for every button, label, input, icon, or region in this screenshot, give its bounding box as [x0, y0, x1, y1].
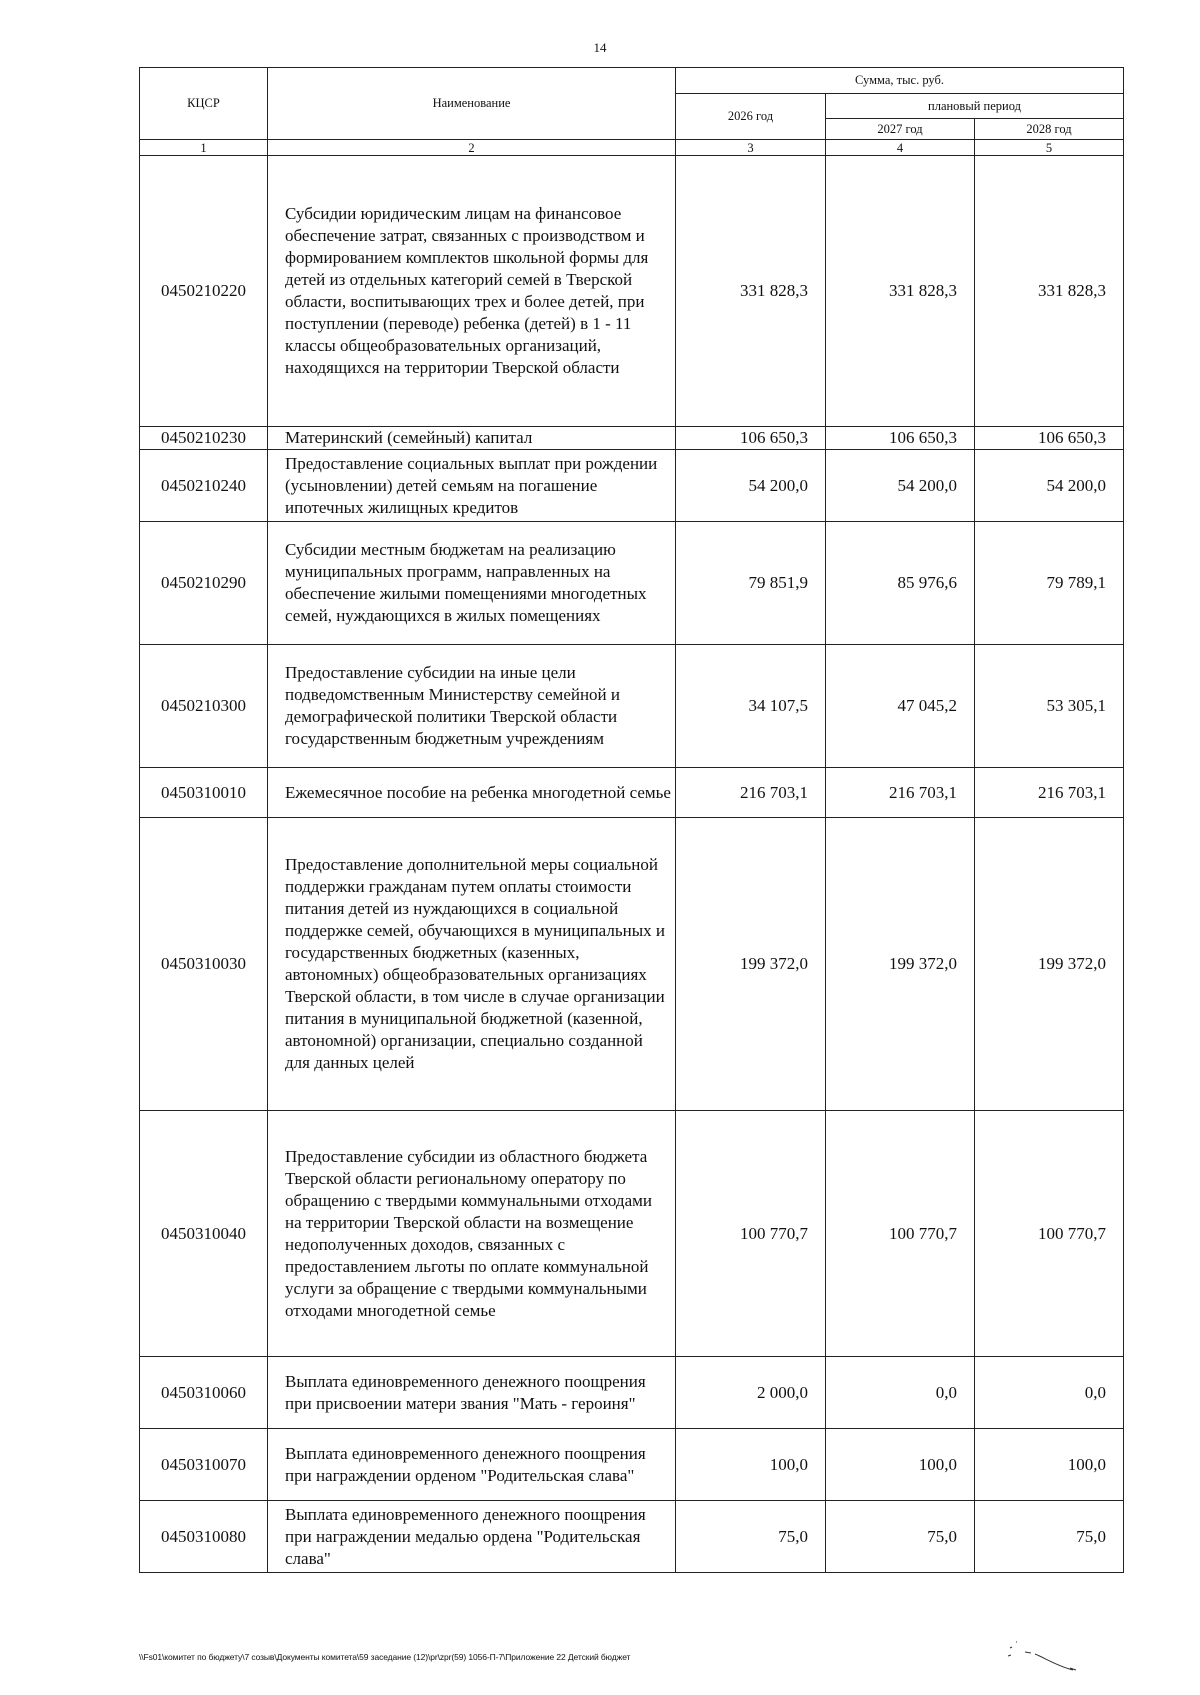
- header-sum: Сумма, тыс. руб.: [676, 68, 1124, 94]
- row-name: Субсидии местным бюджетам на реализацию муниципальных программ, направленных на обеспечение жилыми помещениями многодетных семей, нуждающихся в жилых помещениях: [268, 522, 676, 645]
- footer-file-path: \\Fs01\комитет по бюджету\7 созыв\Документы комитета\59 заседание (12)\pr\zpr(59) 1056-П-7\Приложение 22 Детский бюджет: [139, 1652, 631, 1662]
- column-numbers-row: [140, 140, 1124, 156]
- row-name: Материнский (семейный) капитал: [268, 427, 676, 450]
- table-row: [140, 818, 1124, 1111]
- row-value-2028: 75,0: [975, 1501, 1124, 1573]
- row-value-2027: 100,0: [826, 1429, 975, 1501]
- row-name: Предоставление субсидии на иные цели подведомственным Министерству семейной и демографической политики Тверской области государственным бюджетным учреждениям: [268, 645, 676, 768]
- row-value-2026: 331 828,3: [676, 156, 826, 427]
- col-number: 2: [268, 140, 676, 156]
- row-code: 0450310070: [140, 1429, 268, 1501]
- row-value-2027: 100 770,7: [826, 1111, 975, 1357]
- row-value-2028: 0,0: [975, 1357, 1124, 1429]
- row-name: Предоставление социальных выплат при рождении (усыновлении) детей семьям на погашение ипотечных жилищных кредитов: [268, 450, 676, 522]
- table-row: [140, 768, 1124, 818]
- row-code: 0450210230: [140, 427, 268, 450]
- table-row: [140, 450, 1124, 522]
- row-value-2026: 79 851,9: [676, 522, 826, 645]
- budget-table: [139, 67, 1124, 1573]
- row-value-2026: 100,0: [676, 1429, 826, 1501]
- row-value-2028: 100 770,7: [975, 1111, 1124, 1357]
- col-number: 1: [140, 140, 268, 156]
- row-value-2028: 106 650,3: [975, 427, 1124, 450]
- row-value-2027: 199 372,0: [826, 818, 975, 1111]
- signature-mark: [1000, 1630, 1090, 1680]
- row-code: 0450310060: [140, 1357, 268, 1429]
- table-row: [140, 1429, 1124, 1501]
- row-value-2026: 75,0: [676, 1501, 826, 1573]
- table-row: [140, 427, 1124, 450]
- row-name: Выплата единовременного денежного поощрения при награждении орденом "Родительская слава": [268, 1429, 676, 1501]
- table-row: [140, 156, 1124, 427]
- row-name: Предоставление субсидии из областного бюджета Тверской области региональному оператору по обращению с твердыми коммунальными отходами на территории Тверской области на возмещение недополученных доходов, связанных с предоставлением льготы по оплате коммунальной услуги за обращение с твердыми коммунальными отходами многодетной семье: [268, 1111, 676, 1357]
- row-value-2028: 54 200,0: [975, 450, 1124, 522]
- row-value-2027: 331 828,3: [826, 156, 975, 427]
- row-name: Предоставление дополнительной меры социальной поддержки гражданам путем оплаты стоимости питания детей из нуждающихся в социальной поддержке семей, обучающихся в муниципальных и государственных бюджетных (казенных, автономных) общеобразовательных организациях Тверской области, в том числе в случае организации питания в муниципальной бюджетной (казенной, автономной) организации, специально созданной для данных целей: [268, 818, 676, 1111]
- row-value-2027: 85 976,6: [826, 522, 975, 645]
- row-value-2027: 54 200,0: [826, 450, 975, 522]
- header-name: Наименование: [268, 68, 676, 140]
- row-code: 0450310010: [140, 768, 268, 818]
- row-value-2027: 47 045,2: [826, 645, 975, 768]
- row-value-2026: 2 000,0: [676, 1357, 826, 1429]
- row-value-2028: 199 372,0: [975, 818, 1124, 1111]
- row-value-2026: 54 200,0: [676, 450, 826, 522]
- header-year-2027: 2027 год: [826, 119, 975, 140]
- row-value-2027: 216 703,1: [826, 768, 975, 818]
- header-planned-period: плановый период: [826, 94, 1124, 119]
- row-value-2026: 216 703,1: [676, 768, 826, 818]
- row-value-2026: 106 650,3: [676, 427, 826, 450]
- row-code: 0450210220: [140, 156, 268, 427]
- row-name: Субсидии юридическим лицам на финансовое обеспечение затрат, связанных с производством и формированием комплектов школьной формы для детей из отдельных категорий семей в Тверской области, воспитывающих трех и более детей, при поступлении (переводе) ребенка (детей) в 1 - 11 классы общеобразовательных организаций, находящихся на территории Тверской области: [268, 156, 676, 427]
- row-code: 0450310040: [140, 1111, 268, 1357]
- row-value-2026: 100 770,7: [676, 1111, 826, 1357]
- row-value-2027: 0,0: [826, 1357, 975, 1429]
- row-value-2028: 216 703,1: [975, 768, 1124, 818]
- row-value-2026: 199 372,0: [676, 818, 826, 1111]
- row-name: Выплата единовременного денежного поощрения при присвоении матери звания "Мать - героиня": [268, 1357, 676, 1429]
- table-row: [140, 522, 1124, 645]
- table-row: [140, 1357, 1124, 1429]
- page-number: 14: [593, 40, 607, 55]
- header-code: КЦСР: [140, 68, 268, 140]
- row-code: 0450310080: [140, 1501, 268, 1573]
- col-number: 4: [826, 140, 975, 156]
- row-value-2028: 53 305,1: [975, 645, 1124, 768]
- row-value-2028: 79 789,1: [975, 522, 1124, 645]
- row-code: 0450210290: [140, 522, 268, 645]
- row-name: Ежемесячное пособие на ребенка многодетной семье: [268, 768, 676, 818]
- row-value-2028: 100,0: [975, 1429, 1124, 1501]
- row-code: 0450310030: [140, 818, 268, 1111]
- col-number: 5: [975, 140, 1124, 156]
- row-name: Выплата единовременного денежного поощрения при награждении медалью ордена "Родительская слава": [268, 1501, 676, 1573]
- table-row: [140, 645, 1124, 768]
- table-row: [140, 1501, 1124, 1573]
- row-value-2028: 331 828,3: [975, 156, 1124, 427]
- table-row: [140, 1111, 1124, 1357]
- row-code: 0450210240: [140, 450, 268, 522]
- row-value-2027: 106 650,3: [826, 427, 975, 450]
- header-year-2026: 2026 год: [676, 94, 826, 140]
- row-value-2026: 34 107,5: [676, 645, 826, 768]
- col-number: 3: [676, 140, 826, 156]
- row-code: 0450210300: [140, 645, 268, 768]
- row-value-2027: 75,0: [826, 1501, 975, 1573]
- header-year-2028: 2028 год: [975, 119, 1124, 140]
